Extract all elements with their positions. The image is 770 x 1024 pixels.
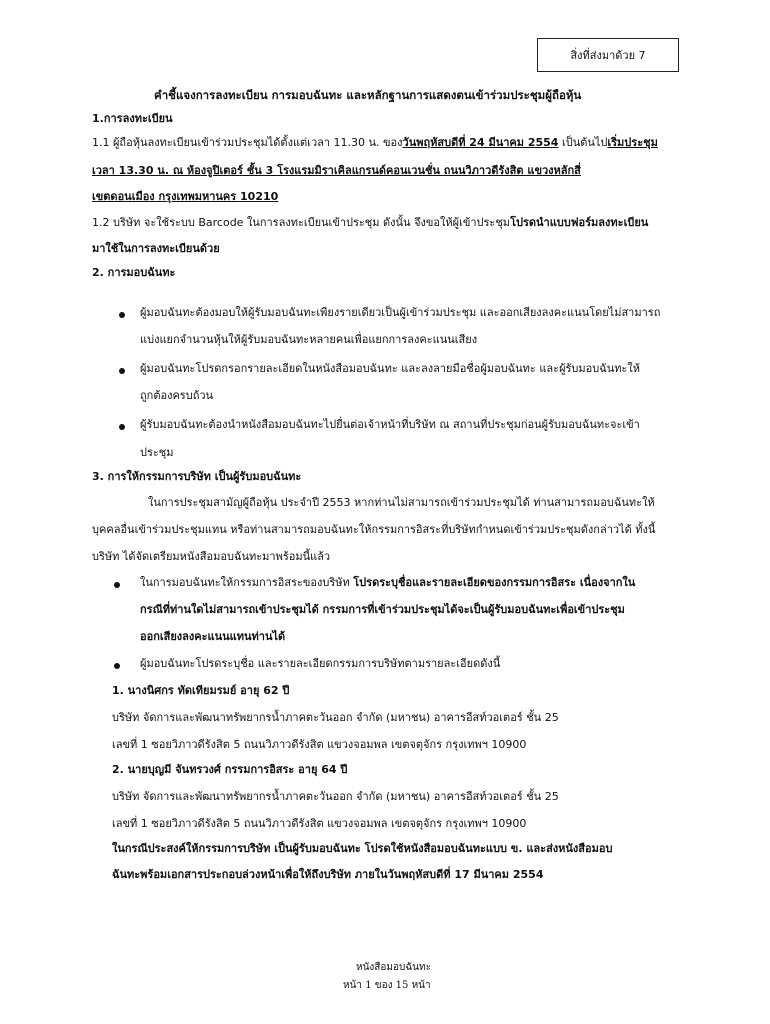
s2-bullet2-line2: ถูกต้องครบถ้วน bbox=[140, 389, 214, 402]
section2-heading: 2. การมอบฉันทะ bbox=[92, 266, 176, 279]
s3-bullet2: ผู้มอบฉันทะโปรดระบุชื่อ และรายละเอียดกรรมการบริษัทตามรายละเอียดดังนี้ bbox=[140, 657, 501, 670]
p1-text-a: 1.1 ผู้ถือหุ้นลงทะเบียนเข้าร่วมประชุมได้ตั้งแต่เวลา 11.30 น. ของ bbox=[92, 136, 403, 149]
section3-heading: 3. การให้กรรมการบริษัท เป็นผู้รับมอบฉันทะ bbox=[92, 470, 302, 483]
s2-bullet3-line1: ผู้รับมอบฉันทะต้องนำหนังสือมอบฉันทะไปยื่นต่อเจ้าหน้าที่บริษัท ณ สถานที่ประชุมก่อนผู้รับมอบฉันทะจะเข้า bbox=[140, 418, 640, 431]
p2-text-a: 1.2 บริษัท จะใช้ระบบ Barcode ในการลงทะเบียนเข้าประชุม ดังนั้น จึงขอให้ผู้เข้าประชุม bbox=[92, 216, 511, 229]
p2-text-b: โปรดนำแบบฟอร์มลงทะเบียน bbox=[510, 216, 649, 229]
section1-para2-line2: มาใช้ในการลงทะเบียนด้วย bbox=[92, 242, 220, 255]
director2-name: 2. นายบุญมี จันทรวงศ์ กรรมการอิสระ อายุ 64 ปี bbox=[112, 763, 348, 776]
director1-address-line1: บริษัท จัดการและพัฒนาทรัพยากรน้ำภาคตะวันออก จำกัด (มหาชน) อาคารอีสท์วอเตอร์ ชั้น 25 bbox=[112, 711, 559, 724]
s3-para-line3: บริษัท ได้จัดเตรียมหนังสือมอบฉันทะมาพร้อมนี้แล้ว bbox=[92, 550, 331, 563]
s3-para-line1: ในการประชุมสามัญผู้ถือหุ้น ประจำปี 2553 หากท่านไม่สามารถเข้าร่วมประชุมได้ ท่านสามารถมอบฉันทะให้ bbox=[148, 496, 655, 509]
section1-para1-line1 bbox=[92, 136, 658, 150]
attachment-label: สิ่งที่ส่งมาด้วย 7 bbox=[537, 38, 679, 72]
bullet-dot bbox=[119, 368, 125, 374]
footer-page-info: หน้า 1 ของ 15 หน้า bbox=[343, 980, 431, 991]
closing-line2: ฉันทะพร้อมเอกสารประกอบล่วงหน้าเพื่อให้ถึงบริษัท ภายในวันพฤหัสบดีที่ 17 มีนาคม 2554 bbox=[112, 868, 544, 881]
s3-bullet1-line3: ออกเสียงลงคะแนนแทนท่านได้ bbox=[140, 630, 286, 643]
s3-bullet1-line2: กรณีที่ท่านใดไม่สามารถเข้าประชุมได้ กรรมการที่เข้าร่วมประชุมได้จะเป็นผู้รับมอบฉันทะเพื่อเข้าประชุม bbox=[140, 603, 625, 616]
bullet-dot bbox=[119, 424, 125, 430]
s3-bullet1-text-a: ในการมอบฉันทะให้กรรมการอิสระของบริษัท bbox=[140, 576, 354, 589]
footer-doc-name: หนังสือมอบฉันทะ bbox=[356, 962, 431, 973]
section1-para1-line2: เวลา 13.30 น. ณ ห้องจูปิเตอร์ ชั้น 3 โรงแรมมิราเคิลแกรนด์คอนเวนชั่น ถนนวิภาวดีรังสิต แขวงหลักสี่ bbox=[92, 164, 581, 177]
director1-address-line2: เลขที่ 1 ซอยวิภาวดีรังสิต 5 ถนนวิภาวดีรังสิต แขวงจอมพล เขตจตุจักร กรุงเทพฯ 10900 bbox=[112, 738, 527, 751]
meeting-start: เริ่มประชุม bbox=[607, 136, 658, 149]
meeting-date: วันพฤหัสบดีที่ 24 มีนาคม 2554 bbox=[402, 136, 559, 149]
document-title: คำชี้แจงการลงทะเบียน การมอบฉันทะ และหลักฐานการแสดงตนเข้าร่วมประชุมผู้ถือหุ้น bbox=[154, 88, 582, 102]
s3-para-line2: บุคคลอื่นเข้าร่วมประชุมแทน หรือท่านสามารถมอบฉันทะให้กรรมการอิสระที่บริษัทกำหนดเข้าร่วมประชุมดังกล่าวได้ ทั้งนี้ bbox=[92, 523, 656, 536]
closing-line1: ในกรณีประสงค์ให้กรรมการบริษัท เป็นผู้รับมอบฉันทะ โปรดใช้หนังสือมอบฉันทะแบบ ข. และส่งหนังสือมอบ bbox=[112, 842, 613, 855]
s2-bullet2-line1: ผู้มอบฉันทะโปรดกรอกรายละเอียดในหนังสือมอบฉันทะ และลงลายมือชื่อผู้มอบฉันทะ และผู้รับมอบฉันทะให้ bbox=[140, 362, 641, 375]
bullet-dot bbox=[119, 312, 125, 318]
section1-heading: 1.การลงทะเบียน bbox=[92, 112, 173, 125]
s2-bullet3-line2: ประชุม bbox=[140, 446, 174, 459]
s2-bullet1-line2: แบ่งแยกจำนวนหุ้นให้ผู้รับมอบฉันทะหลายคนเพื่อแยกการลงคะแนนเสียง bbox=[140, 333, 478, 346]
s3-bullet1-line1 bbox=[140, 576, 635, 590]
section1-para2-line1 bbox=[92, 216, 648, 230]
section1-para1-line3: เขตดอนเมือง กรุงเทพมหานคร 10210 bbox=[92, 190, 279, 203]
director1-name: 1. นางนิศกร ทัดเทียมรมย์ อายุ 62 ปี bbox=[112, 684, 290, 697]
director2-address-line1: บริษัท จัดการและพัฒนาทรัพยากรน้ำภาคตะวันออก จำกัด (มหาชน) อาคารอีสท์วอเตอร์ ชั้น 25 bbox=[112, 790, 559, 803]
bullet-dot bbox=[114, 582, 120, 588]
director2-address-line2: เลขที่ 1 ซอยวิภาวดีรังสิต 5 ถนนวิภาวดีรังสิต แขวงจอมพล เขตจตุจักร กรุงเทพฯ 10900 bbox=[112, 817, 527, 830]
s2-bullet1-line1: ผู้มอบฉันทะต้องมอบให้ผู้รับมอบฉันทะเพียงรายเดียวเป็นผู้เข้าร่วมประชุม และออกเสียงลงคะแนนโดยไม่สามารถ bbox=[140, 306, 661, 319]
p1-text-c: เป็นต้นไป bbox=[558, 136, 608, 149]
bullet-dot bbox=[114, 663, 120, 669]
s3-bullet1-text-b: โปรดระบุชื่อและรายละเอียดของกรรมการอิสระ เนื่องจากใน bbox=[353, 576, 636, 589]
